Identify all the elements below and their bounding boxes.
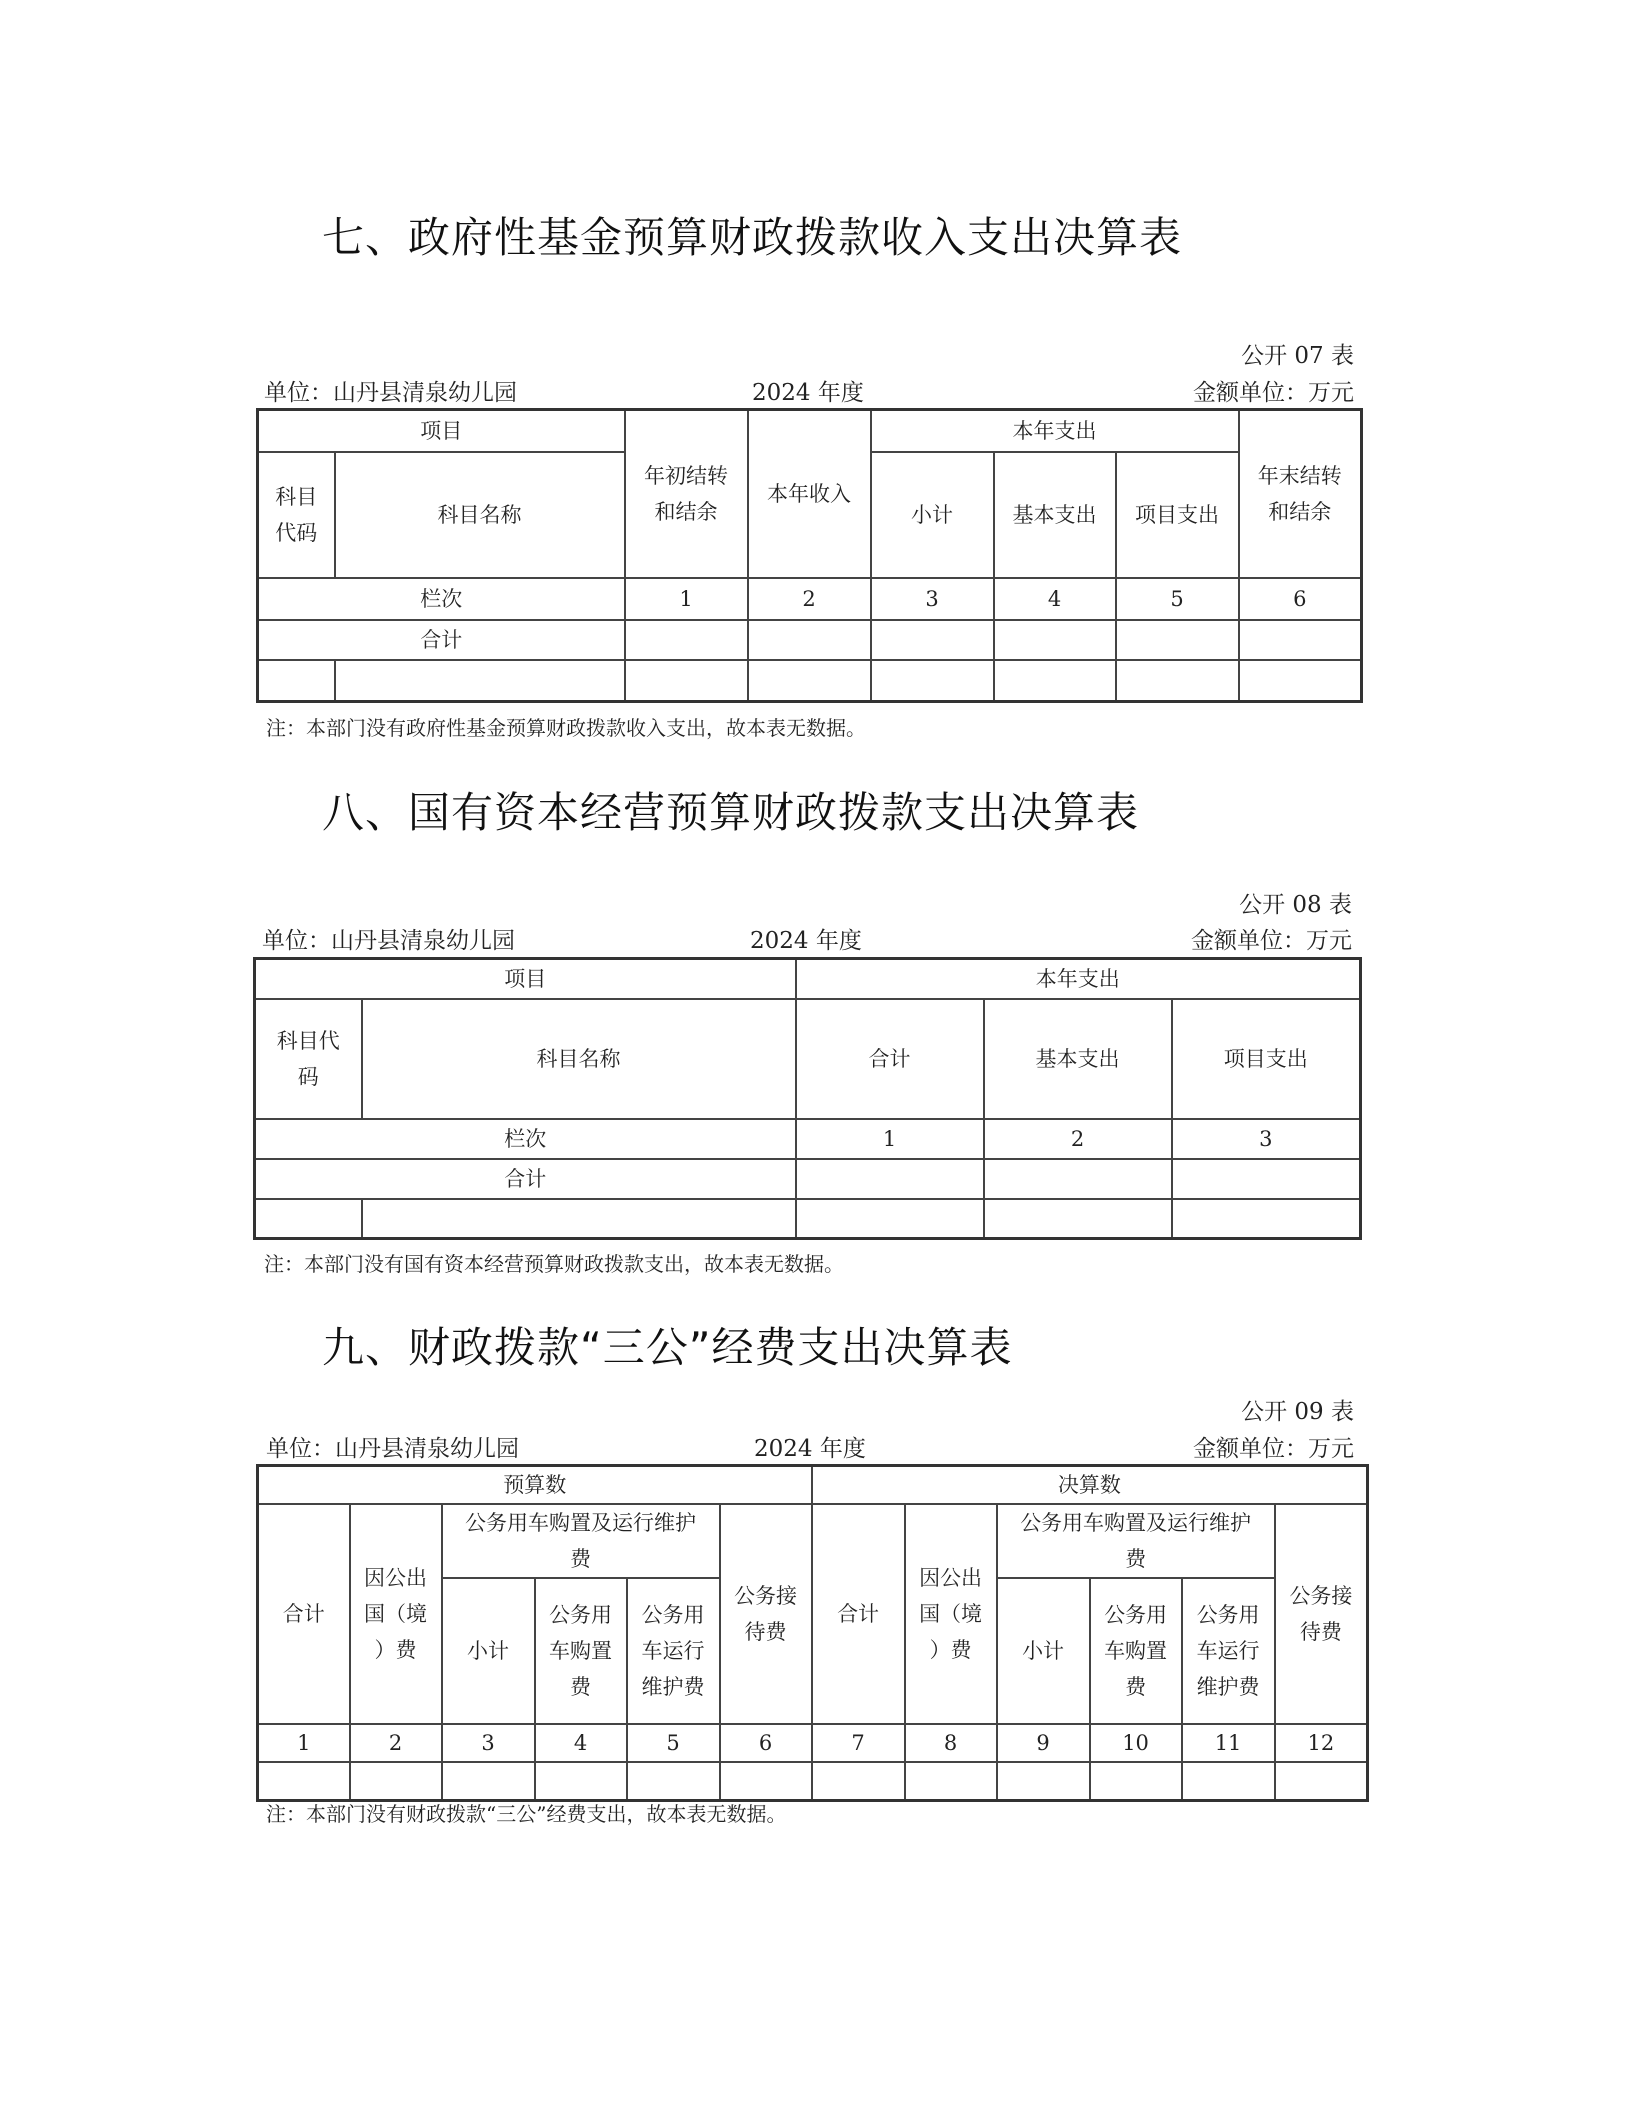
table-cell: [1116, 620, 1239, 660]
header-subtotal: 小计: [997, 1578, 1090, 1724]
header-basic: 基本支出: [994, 452, 1116, 578]
table-cell: [871, 620, 994, 660]
column-number: 3: [871, 578, 994, 620]
column-number: 7: [812, 1724, 905, 1762]
header-item: 项目: [258, 410, 625, 452]
header-operation: 公务用 车运行 维护费: [627, 1578, 720, 1724]
header-expense: 本年支出: [796, 959, 1361, 999]
table-cell: [350, 1762, 442, 1800]
table-cell: [748, 660, 871, 702]
table-cell: [625, 620, 748, 660]
table-cell: [258, 660, 335, 702]
table-cell: [997, 1762, 1090, 1800]
header-reception: 公务接 待费: [1275, 1504, 1368, 1724]
total-label: 合计: [255, 1159, 796, 1199]
section8-amount-unit: 金额单位：万元: [1191, 928, 1352, 954]
column-number: 6: [720, 1724, 812, 1762]
section9-amount-unit: 金额单位：万元: [1193, 1436, 1354, 1462]
table-cell: [1182, 1762, 1275, 1800]
section8-title: 八、国有资本经营预算财政拨款支出决算表: [322, 788, 1140, 837]
header-vehicle: 公务用车购置及运行维护 费: [997, 1504, 1275, 1578]
header-purchase: 公务用 车购置 费: [535, 1578, 627, 1724]
column-number: 9: [997, 1724, 1090, 1762]
column-number: 2: [984, 1119, 1172, 1159]
section7-amount-unit: 金额单位：万元: [1193, 380, 1354, 406]
table-cell: [362, 1199, 796, 1239]
header-project: 项目支出: [1172, 999, 1361, 1119]
section7-year: 2024 年度: [752, 380, 864, 406]
header-reception: 公务接 待费: [720, 1504, 812, 1724]
section8-year: 2024 年度: [750, 928, 862, 954]
table-cell: [796, 1159, 984, 1199]
header-basic: 基本支出: [984, 999, 1172, 1119]
table-cell: [625, 660, 748, 702]
table-cell: [984, 1199, 1172, 1239]
section7-table: [256, 408, 1363, 703]
table-cell: [255, 1199, 362, 1239]
table-cell: [535, 1762, 627, 1800]
table-cell: [994, 660, 1116, 702]
table-cell: [1172, 1199, 1361, 1239]
table-cell: [748, 620, 871, 660]
section8-table: [253, 957, 1362, 1240]
header-code: 科目 代码: [258, 452, 335, 578]
header-income: 本年收入: [748, 410, 871, 578]
column-number: 11: [1182, 1724, 1275, 1762]
column-number: 10: [1090, 1724, 1182, 1762]
section9-title: 九、财政拨款“三公”经费支出决算表: [322, 1323, 1013, 1372]
column-number: 3: [1172, 1119, 1361, 1159]
header-total: 合计: [258, 1504, 350, 1724]
table-cell: [796, 1199, 984, 1239]
table-cell: [442, 1762, 535, 1800]
header-subtotal: 小计: [442, 1578, 535, 1724]
table-cell: [1275, 1762, 1368, 1800]
table-cell: [871, 660, 994, 702]
section7-title: 七、政府性基金预算财政拨款收入支出决算表: [322, 213, 1183, 262]
header-purchase: 公务用 车购置 费: [1090, 1578, 1182, 1724]
row-index-label: 栏次: [258, 578, 625, 620]
section8-unit: 单位：山丹县清泉幼儿园: [262, 928, 515, 954]
section9-form-number: 公开 09 表: [1241, 1399, 1354, 1425]
header-name: 科目名称: [362, 999, 796, 1119]
header-final: 决算数: [812, 1466, 1368, 1505]
header-operation: 公务用 车运行 维护费: [1182, 1578, 1275, 1724]
table-cell: [258, 1762, 350, 1800]
header-item: 项目: [255, 959, 796, 999]
table-cell: [1239, 620, 1362, 660]
table-cell: [627, 1762, 720, 1800]
table-cell: [1239, 660, 1362, 702]
section9-note: 注：本部门没有财政拨款“三公”经费支出，故本表无数据。: [266, 1802, 787, 1826]
table-cell: [994, 620, 1116, 660]
table-cell: [812, 1762, 905, 1800]
column-number: 2: [350, 1724, 442, 1762]
column-number: 2: [748, 578, 871, 620]
table-cell: [720, 1762, 812, 1800]
row-index-label: 栏次: [255, 1119, 796, 1159]
total-label: 合计: [258, 620, 625, 660]
header-budget: 预算数: [258, 1466, 812, 1505]
table-cell: [1172, 1159, 1361, 1199]
section8-form-number: 公开 08 表: [1239, 892, 1352, 918]
column-number: 4: [994, 578, 1116, 620]
header-name: 科目名称: [335, 452, 625, 578]
column-number: 1: [258, 1724, 350, 1762]
header-expense: 本年支出: [871, 410, 1239, 452]
column-number: 6: [1239, 578, 1362, 620]
section9-table: [256, 1464, 1369, 1802]
table-cell: [984, 1159, 1172, 1199]
column-number: 5: [627, 1724, 720, 1762]
column-number: 4: [535, 1724, 627, 1762]
section9-year: 2024 年度: [754, 1436, 866, 1462]
header-project: 项目支出: [1116, 452, 1239, 578]
section7-form-number: 公开 07 表: [1241, 343, 1354, 369]
section7-unit: 单位：山丹县清泉幼儿园: [264, 380, 517, 406]
header-subtotal: 小计: [871, 452, 994, 578]
header-abroad: 因公出 国（境 ）费: [905, 1504, 997, 1724]
section7-note: 注：本部门没有政府性基金预算财政拨款收入支出，故本表无数据。: [266, 716, 866, 740]
table-cell: [905, 1762, 997, 1800]
column-number: 1: [796, 1119, 984, 1159]
header-abroad: 因公出 国（境 ）费: [350, 1504, 442, 1724]
table-cell: [1116, 660, 1239, 702]
column-number: 8: [905, 1724, 997, 1762]
column-number: 5: [1116, 578, 1239, 620]
column-number: 1: [625, 578, 748, 620]
header-code: 科目代 码: [255, 999, 362, 1119]
table-cell: [1090, 1762, 1182, 1800]
column-number: 12: [1275, 1724, 1368, 1762]
section9-unit: 单位：山丹县清泉幼儿园: [266, 1436, 519, 1462]
column-number: 3: [442, 1724, 535, 1762]
section8-note: 注：本部门没有国有资本经营预算财政拨款支出，故本表无数据。: [264, 1252, 844, 1276]
header-begin-balance: 年初结转 和结余: [625, 410, 748, 578]
header-vehicle: 公务用车购置及运行维护 费: [442, 1504, 720, 1578]
header-total: 合计: [796, 999, 984, 1119]
header-total: 合计: [812, 1504, 905, 1724]
table-cell: [335, 660, 625, 702]
header-end-balance: 年末结转 和结余: [1239, 410, 1362, 578]
